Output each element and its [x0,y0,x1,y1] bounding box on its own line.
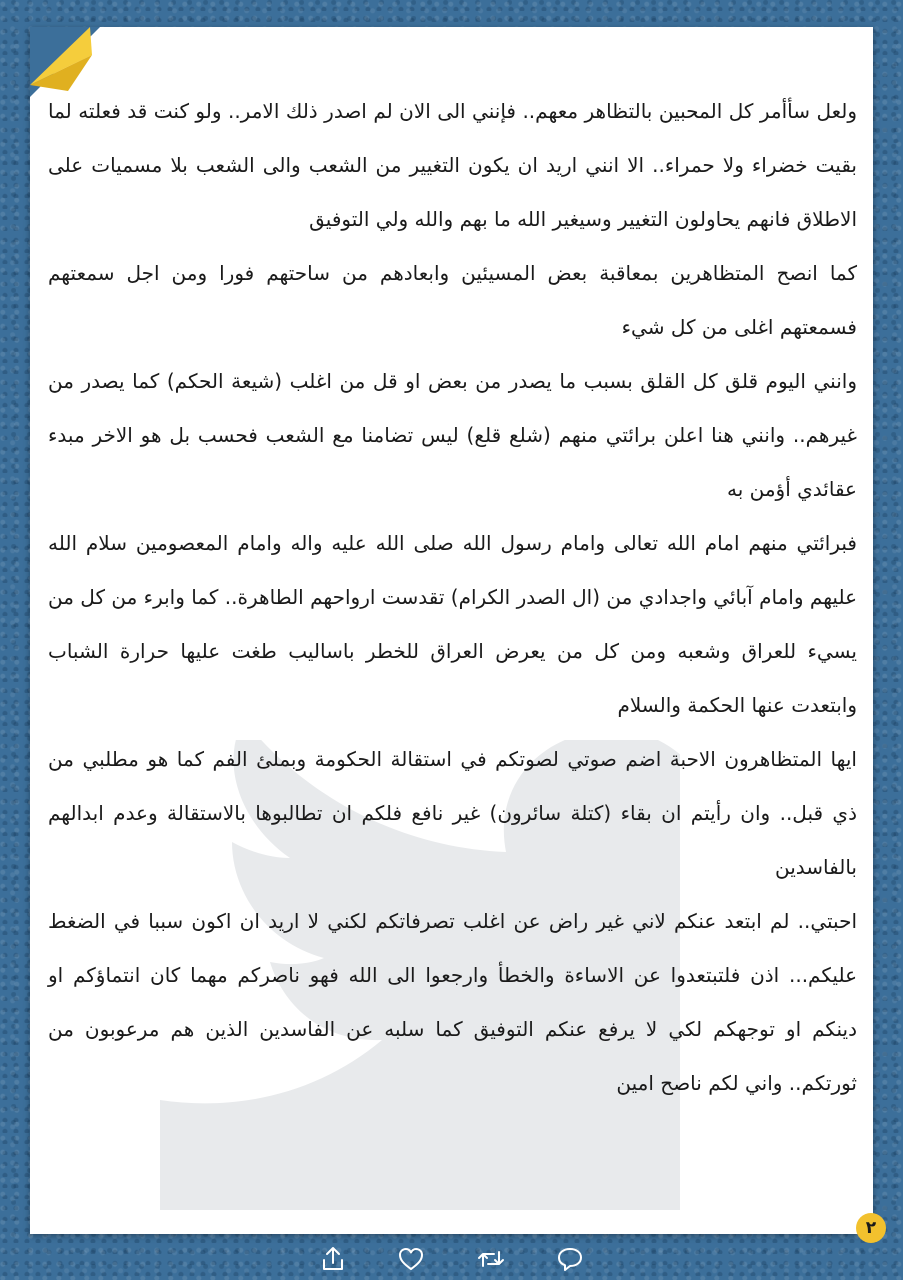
retweet-button[interactable] [474,1242,508,1276]
reply-button[interactable] [553,1242,587,1276]
letter-body [48,84,857,1110]
like-icon [394,1242,428,1276]
folded-corner-icon [30,27,100,97]
share-button[interactable] [316,1242,350,1276]
letter-paragraph: ايها المتظاهرون الاحبة اضم صوتي لصوتكم في استقالة الحكومة وبملئ الفم كما هو مطلبي من ذي قبل.. وان رأيتم ان بقاء (كتلة سائرون) غير نافع فلكم ان تطالبوها بالاستقالة وعدم ابدالهم بالفاسدين [48,747,857,879]
share-icon [316,1242,350,1276]
page-number-badge: ٢ [856,1213,886,1243]
tweet-action-bar [0,1240,903,1280]
retweet-icon [474,1242,508,1276]
reply-icon [553,1242,587,1276]
like-button[interactable] [394,1242,428,1276]
letter-paragraph: احبتي.. لم ابتعد عنكم لاني غير راض عن اغلب تصرفاتكم لكني لا اريد ان اكون سببا في الضغط عليكم... اذن فلتبتعدوا عن الاساءة والخطأ وارجعوا الى الله فهو ناصركم مهما كان انتماؤكم او دينكم او توجهكم لكي لا يرفع عنكم التوفيق كما سلبه عن الفاسدين الذين هم مرعوبون من ثورتكم.. واني لكم ناصح امين [48,909,857,1095]
letter-paragraph: فبرائتي منهم امام الله تعالى وامام رسول الله صلى الله عليه واله وامام المعصومين سلام الله عليهم وامام آبائي واجدادي من (ال الصدر الكرام) تقدست ارواحهم الطاهرة.. كما وابرء من كل من يسيء للعراق وشعبه ومن كل من يعرض العراق للخطر باساليب طغت عليها حرارة الشباب وابتعدت عنها الحكمة والسلام [48,531,857,717]
letter-paragraph: ولعل سأأمر كل المحبين بالتظاهر معهم.. فإنني الى الان لم اصدر ذلك الامر.. ولو كنت قد فعلته لما بقيت خضراء ولا حمراء.. الا انني اريد ان يكون التغيير من الشعب والى الشعب بلا مسميات على الاطلاق فانهم يحاولون التغيير وسيغير الله ما بهم والله ولي التوفيق [48,99,857,231]
letter-paragraph: وانني اليوم قلق كل القلق بسبب ما يصدر من بعض او قل من اغلب (شيعة الحكم) كما يصدر من غيرهم.. وانني هنا اعلن برائتي منهم (شلع قلع) ليس تضامنا مع الشعب فحسب بل هو الاخر مبدء عقائدي أؤمن به [48,369,857,501]
letter-paragraph: كما انصح المتظاهرين بمعاقبة بعض المسيئين وابعادهم من ساحتهم فورا ومن اجل سمعتهم فسمعتهم اغلى من كل شيء [48,261,857,339]
